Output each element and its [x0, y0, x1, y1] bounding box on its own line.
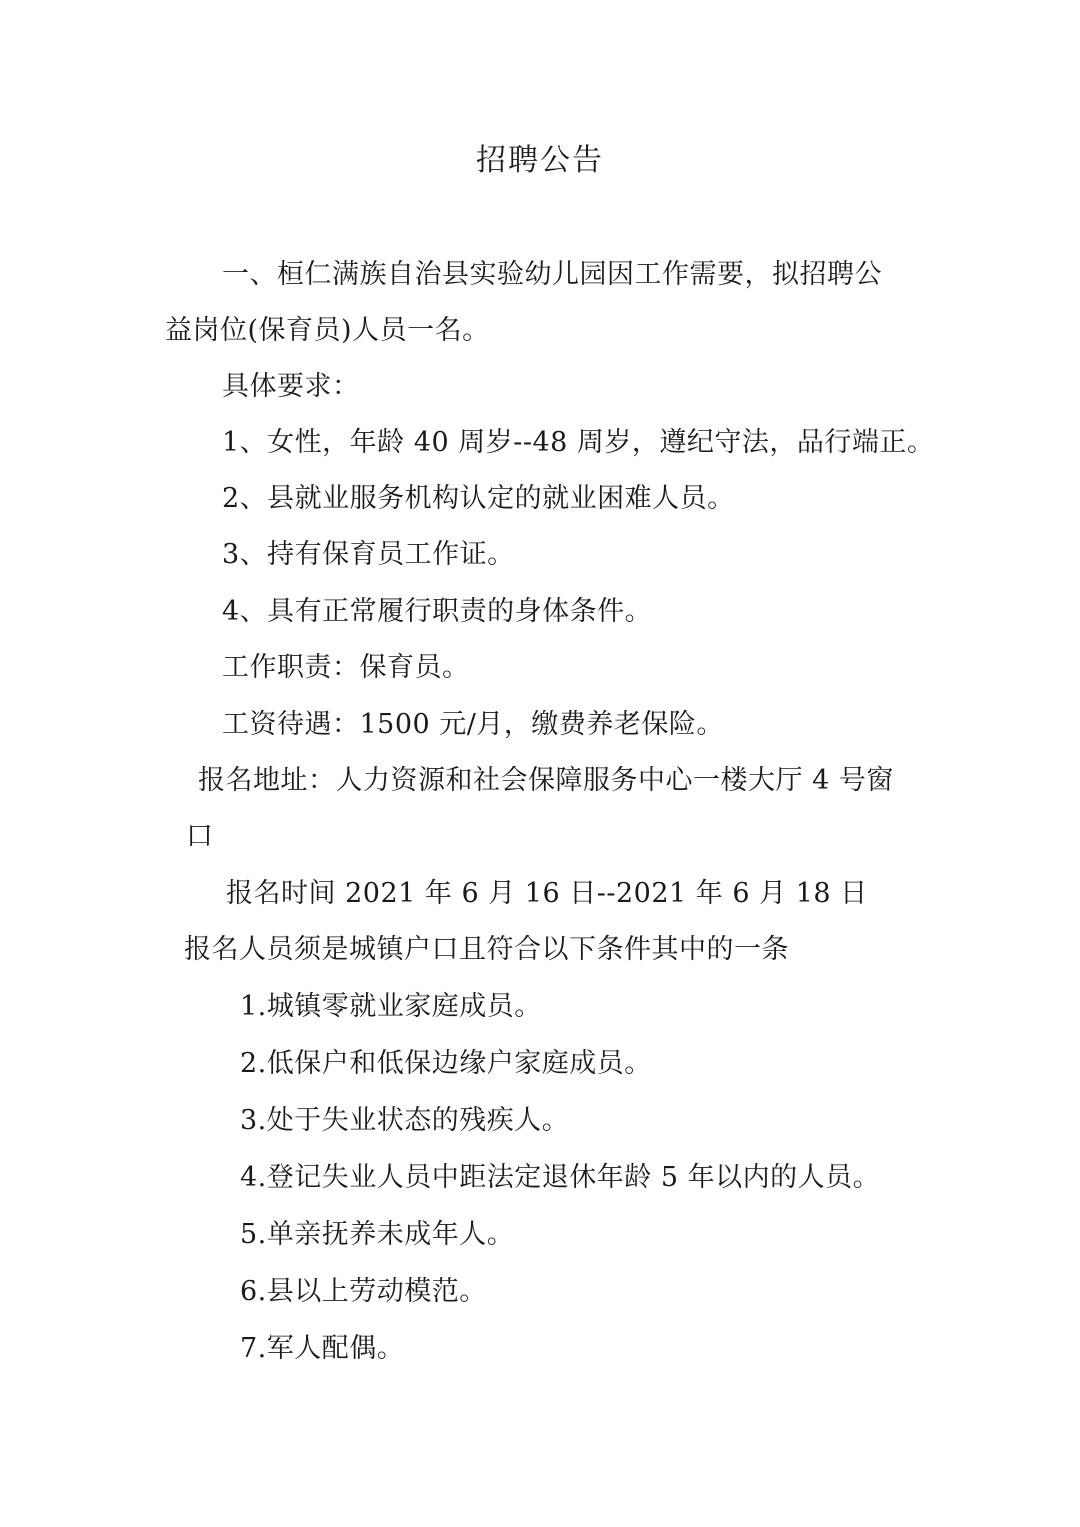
address-line-1: 报名地址：人力资源和社会保障服务中心一楼大厅 4 号窗: [198, 765, 894, 796]
requirement-item: 3、持有保育员工作证。: [222, 539, 515, 570]
requirement-item: 2、县就业服务机构认定的就业困难人员。: [222, 483, 735, 514]
eligibility-item: 2.低保户和低保边缘户家庭成员。: [240, 1048, 652, 1079]
duty-line: 工作职责：保育员。: [222, 652, 470, 683]
eligibility-item: 3.处于失业状态的残疾人。: [240, 1105, 570, 1136]
registration-time: 报名时间 2021 年 6 月 16 日--2021 年 6 月 18 日: [226, 878, 868, 909]
eligibility-item: 1.城镇零就业家庭成员。: [240, 991, 542, 1022]
requirement-item: 1、女性，年龄 40 周岁--48 周岁，遵纪守法，品行端正。: [222, 427, 935, 458]
page-title: 招聘公告: [476, 143, 604, 178]
eligibility-heading: 报名人员须是城镇户口且符合以下条件其中的一条: [184, 934, 789, 965]
intro-line-2: 益岗位(保育员)人员一名。: [165, 315, 490, 346]
eligibility-item: 4.登记失业人员中距法定退休年龄 5 年以内的人员。: [240, 1162, 881, 1193]
address-line-2: 口: [186, 821, 214, 852]
salary-line: 工资待遇：1500 元/月，缴费养老保险。: [222, 709, 724, 740]
requirements-heading: 具体要求：: [222, 371, 360, 402]
eligibility-item: 7.军人配偶。: [240, 1333, 405, 1364]
requirement-item: 4、具有正常履行职责的身体条件。: [222, 596, 653, 627]
eligibility-item: 6.县以上劳动模范。: [240, 1276, 487, 1307]
intro-line-1: 一、桓仁满族自治县实验幼儿园因工作需要，拟招聘公: [222, 259, 882, 290]
eligibility-item: 5.单亲抚养未成年人。: [240, 1219, 515, 1250]
